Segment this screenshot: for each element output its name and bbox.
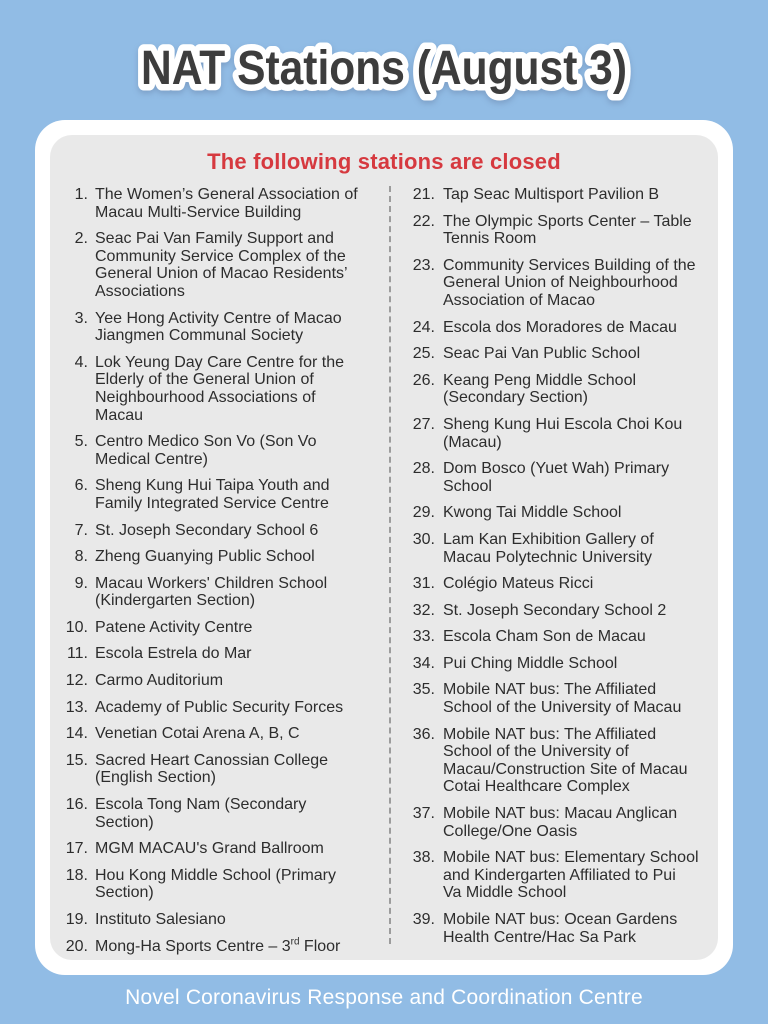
item-text-line: Dom Bosco (Yuet Wah) Primary — [443, 460, 670, 478]
item-number: 2. — [74, 230, 88, 248]
item-text-line: Mobile NAT bus: The Affiliated — [443, 725, 657, 743]
item-text-line: Macau — [95, 406, 144, 424]
item-text-line: Macau/Construction Site of Macau — [443, 760, 688, 778]
item-text-line: Zheng Guanying Public School — [95, 548, 315, 566]
item-text-line: The Olympic Sports Center – Table — [443, 212, 692, 230]
item-text-line: Yee Hong Activity Centre of Macao — [95, 309, 342, 327]
item-text-line: Pui Ching Middle School — [443, 654, 618, 672]
item-text — [95, 867, 389, 902]
item-number: 24. — [412, 318, 435, 336]
item-text-line: Section) — [95, 884, 154, 902]
item-text-line: Hou Kong Middle School (Primary — [95, 866, 336, 884]
item-text-line: Mobile NAT bus: The Affiliated — [443, 681, 657, 699]
item-number: 35. — [412, 681, 435, 699]
content-card — [35, 120, 733, 975]
item-text-line: Associations — [95, 282, 185, 300]
item-number: 23. — [412, 256, 435, 274]
item-text — [95, 725, 389, 743]
item-number: 13. — [65, 698, 88, 716]
list-item — [407, 372, 718, 407]
item-text — [95, 911, 389, 929]
item-text-line: Elderly of the General Union of — [95, 371, 314, 389]
item-text — [443, 531, 718, 566]
item-text-line: Escola dos Moradores de Macau — [443, 318, 677, 336]
list-item — [407, 460, 718, 495]
item-text-line: (Secondary Section) — [443, 389, 588, 407]
list-item — [407, 531, 718, 566]
item-text-line: Seac Pai Van Public School — [443, 345, 641, 363]
item-text-line: Venetian Cotai Arena A, B, C — [95, 725, 300, 743]
list-item — [62, 867, 389, 902]
item-text-line: (Macau) — [443, 433, 502, 451]
item-text — [95, 796, 389, 831]
stations-column-right — [391, 186, 718, 958]
item-text — [443, 849, 718, 902]
item-text — [95, 186, 389, 221]
footer-text: Novel Coronavirus Response and Coordination Centre — [125, 986, 643, 1009]
list-item — [62, 672, 389, 690]
item-text-line: Sheng Kung Hui Taipa Youth and — [95, 477, 330, 495]
item-number: 16. — [65, 796, 88, 814]
list-item — [62, 230, 389, 300]
item-text — [95, 310, 389, 345]
item-text — [443, 319, 718, 337]
list-item — [407, 655, 718, 673]
stations-panel — [50, 135, 718, 960]
item-text-line: Health Centre/Hac Sa Park — [443, 928, 636, 946]
item-text — [95, 433, 389, 468]
item-number: 29. — [412, 504, 435, 522]
item-number: 1. — [74, 186, 88, 203]
item-text-line: Medical Centre) — [95, 450, 208, 468]
item-number: 31. — [412, 575, 435, 593]
item-number: 30. — [412, 530, 435, 548]
item-number: 12. — [65, 672, 88, 690]
item-text — [95, 354, 389, 424]
list-item — [62, 548, 389, 566]
item-text — [443, 628, 718, 646]
item-text-line: Macau Polytechnic University — [443, 548, 652, 566]
item-number: 15. — [65, 751, 88, 769]
item-text-line: Escola Estrela do Mar — [95, 645, 252, 663]
list-item — [62, 433, 389, 468]
item-number: 19. — [65, 911, 88, 928]
item-number: 17. — [65, 840, 88, 858]
item-text — [443, 504, 718, 522]
item-text — [95, 645, 389, 663]
item-text-line: Patene Activity Centre — [95, 618, 253, 636]
item-number: 20. — [65, 937, 88, 955]
item-text-line: College/One Oasis — [443, 822, 578, 840]
list-item — [62, 619, 389, 637]
item-text — [95, 477, 389, 512]
item-text — [443, 372, 718, 407]
item-text-line: General Union of Neighbourhood — [443, 274, 678, 292]
list-item — [62, 354, 389, 424]
item-text — [443, 681, 718, 716]
item-text-line: MGM MACAU's Grand Ballroom — [95, 840, 324, 858]
item-text-line: (English Section) — [95, 769, 216, 787]
item-number: 11. — [66, 645, 88, 663]
list-item — [407, 602, 718, 620]
list-item — [407, 416, 718, 451]
item-text — [443, 345, 718, 363]
item-text-line: General Union of Macao Residents’ — [95, 265, 348, 283]
item-text-line: Tennis Room — [443, 230, 537, 248]
item-text-line: Neighbourhood Associations of — [95, 388, 316, 406]
item-text-line: Community Service Complex of the — [95, 247, 346, 265]
item-number: 25. — [412, 345, 435, 363]
item-text — [95, 575, 389, 610]
list-item — [62, 911, 389, 929]
list-item — [62, 752, 389, 787]
item-text — [443, 911, 718, 946]
item-text-line: Association of Macao — [443, 291, 596, 309]
list-item — [407, 726, 718, 796]
item-text-line: School of the University of Macau — [443, 699, 682, 717]
item-number: 8. — [74, 548, 88, 566]
item-text-line: Macau Workers' Children School — [95, 574, 328, 592]
item-text — [443, 257, 718, 310]
item-text-line: School — [443, 477, 492, 495]
item-text-line: Section) — [95, 813, 154, 831]
item-number: 9. — [74, 574, 88, 592]
item-number: 32. — [412, 601, 435, 619]
item-text-line: Mobile NAT bus: Macau Anglican — [443, 805, 678, 823]
item-text — [443, 186, 718, 204]
list-item — [407, 911, 718, 946]
item-text-line: and Kindergarten Affiliated to Pui — [443, 866, 676, 884]
item-number: 26. — [412, 371, 435, 389]
item-text-line: Seac Pai Van Family Support and — [95, 230, 334, 248]
item-number: 4. — [74, 353, 88, 371]
list-item — [407, 805, 718, 840]
item-number: 33. — [412, 628, 435, 646]
item-number: 38. — [412, 849, 435, 867]
item-text — [95, 699, 389, 717]
stations-columns — [50, 186, 718, 958]
item-number: 27. — [412, 415, 435, 433]
list-item — [62, 796, 389, 831]
item-text-line: Macau Multi-Service Building — [95, 203, 302, 221]
list-item — [62, 310, 389, 345]
item-text-line: The Women’s General Association of — [95, 186, 358, 203]
list-item — [62, 477, 389, 512]
item-text-line: Community Services Building of the — [443, 256, 696, 274]
page-title-text: NAT Stations (August 3) — [141, 42, 627, 95]
item-number: 6. — [74, 477, 88, 495]
list-item — [407, 319, 718, 337]
item-number: 18. — [65, 866, 88, 884]
item-text — [443, 575, 718, 593]
item-text-line: Tap Seac Multisport Pavilion B — [443, 186, 660, 203]
list-item — [62, 699, 389, 717]
item-number: 39. — [412, 911, 435, 928]
item-text-line: Academy of Public Security Forces — [95, 698, 344, 716]
item-number: 28. — [412, 460, 435, 478]
list-item — [62, 725, 389, 743]
list-item — [407, 257, 718, 310]
list-item — [62, 645, 389, 663]
item-text-line: Jiangmen Communal Society — [95, 327, 304, 345]
item-number: 5. — [74, 433, 88, 451]
item-text-line: Mobile NAT bus: Elementary School — [443, 849, 699, 867]
item-text — [95, 938, 389, 956]
item-text — [95, 230, 389, 300]
item-text — [443, 726, 718, 796]
item-number: 10. — [65, 618, 88, 636]
item-number: 21. — [412, 186, 435, 203]
list-item — [407, 681, 718, 716]
list-item — [407, 628, 718, 646]
page-title — [0, 18, 768, 114]
item-text — [95, 619, 389, 637]
item-text-line: Carmo Auditorium — [95, 672, 224, 690]
item-text-line: (Kindergarten Section) — [95, 592, 256, 610]
list-item — [62, 575, 389, 610]
list-item — [62, 186, 389, 221]
closed-stations-heading: The following stations are closed — [207, 149, 561, 174]
item-text-line: Sheng Kung Hui Escola Choi Kou — [443, 415, 683, 433]
list-item — [407, 849, 718, 902]
item-text-line: Lam Kan Exhibition Gallery of — [443, 530, 654, 548]
item-text — [95, 522, 389, 540]
list-item — [407, 504, 718, 522]
item-text-line: Va Middle School — [443, 884, 567, 902]
item-text-line: Centro Medico Son Vo (Son Vo — [95, 433, 317, 451]
item-text — [443, 416, 718, 451]
item-number: 36. — [412, 725, 435, 743]
list-item — [407, 345, 718, 363]
item-number: 14. — [65, 725, 88, 743]
list-item — [407, 575, 718, 593]
item-text-line: School of the University of — [443, 743, 629, 761]
item-text — [443, 655, 718, 673]
item-text-line: Lok Yeung Day Care Centre for the — [95, 353, 345, 371]
item-text-line: Escola Cham Son de Macau — [443, 628, 646, 646]
item-text — [95, 548, 389, 566]
item-text-line: Keang Peng Middle School — [443, 371, 637, 389]
item-text-line: Instituto Salesiano — [95, 911, 226, 928]
item-text — [95, 672, 389, 690]
title-outlined-text — [0, 18, 768, 114]
item-text-line: Kwong Tai Middle School — [443, 504, 622, 522]
item-text-line: Cotai Healthcare Complex — [443, 778, 630, 796]
item-text-line: St. Joseph Secondary School 2 — [443, 601, 667, 619]
list-item — [62, 938, 389, 956]
item-text-line: Sacred Heart Canossian College — [95, 751, 329, 769]
item-text — [443, 460, 718, 495]
item-number: 34. — [412, 654, 435, 672]
item-text-line: Family Integrated Service Centre — [95, 494, 329, 512]
list-item — [407, 186, 718, 204]
item-number: 37. — [412, 805, 435, 823]
list-item — [62, 522, 389, 540]
item-text — [443, 213, 718, 248]
item-text-line: Mong-Ha Sports Centre – 3rd Floor — [95, 936, 341, 955]
item-number: 7. — [74, 521, 88, 539]
item-text — [443, 602, 718, 620]
item-number: 3. — [74, 309, 88, 327]
item-text-line: Colégio Mateus Ricci — [443, 575, 594, 593]
list-item — [62, 840, 389, 858]
item-text-line: Mobile NAT bus: Ocean Gardens — [443, 911, 678, 928]
item-text-line: St. Joseph Secondary School 6 — [95, 521, 319, 539]
item-text — [95, 752, 389, 787]
list-item — [407, 213, 718, 248]
item-text — [443, 805, 718, 840]
item-number: 22. — [412, 212, 435, 230]
stations-column-left — [50, 186, 389, 958]
item-text — [95, 840, 389, 858]
item-text-line: Escola Tong Nam (Secondary — [95, 796, 307, 814]
